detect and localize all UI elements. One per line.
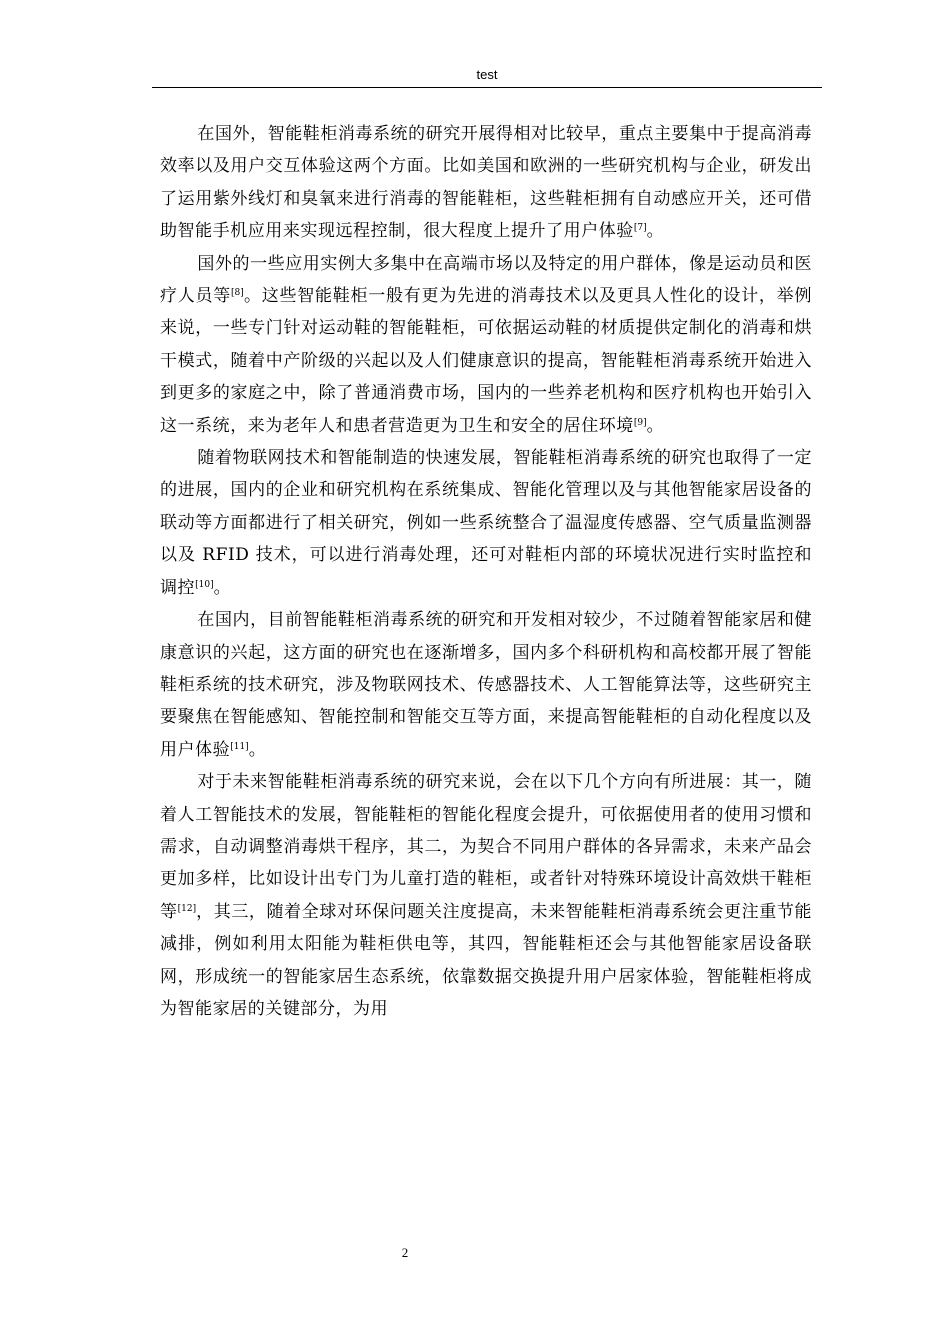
paragraph-text: ，其三，随着全球对环保问题关注度提高，未来智能鞋柜消毒系统会更注重节能减排，例如利用太阳能为鞋柜供电等，其四，智能鞋柜还会与其他智能家居设备联网，形成统一的智能家居生态系统，依靠数据交换提升用户居家体验，智能鞋柜将成为智能家居的关键部分，为用	[160, 901, 812, 1019]
paragraph-text: 在国内，目前智能鞋柜消毒系统的研究和开发相对较少，不过随着智能家居和健康意识的兴起，这方面的研究也在逐渐增多，国内多个科研机构和高校都开展了智能鞋柜系统的技术研究，涉及物联网技术、传感器技术、人工智能算法等，这些研究主要聚焦在智能感知、智能控制和智能交互等方面，来提高智能鞋柜的自动化程度以及用户体验	[160, 610, 812, 760]
citation-ref: [12]	[177, 903, 197, 914]
paragraph-3	[160, 442, 812, 604]
paragraph-text: 。	[248, 739, 267, 760]
header-divider	[152, 87, 822, 88]
paragraph-text: 。	[646, 415, 665, 436]
paragraph-text: 国外的一些应用实例大多集中在高端市场以及特定的用户群体，像是运动员和医疗人员等	[160, 253, 812, 307]
paragraph-text: 。	[646, 221, 665, 242]
paragraph-text: 随着物联网技术和智能制造的快速发展，智能鞋柜消毒系统的研究也取得了一定的进展，国内的企业和研究机构在系统集成、智能化管理以及与其他智能家居设备的联动等方面都进行了相关研究，例如一些系统整合了温湿度传感器、空气质量监测器以及 RFID 技术，可以进行消毒处理，还可对鞋柜内部的环境状况进行实时监控和调控	[160, 448, 812, 598]
citation-ref: [11]	[230, 741, 249, 752]
page-header: test	[476, 67, 498, 82]
page-number: 2	[401, 1245, 409, 1260]
paragraph-5	[160, 766, 812, 1025]
paragraph-1	[160, 118, 812, 248]
paragraph-text: 对于未来智能鞋柜消毒系统的研究来说，会在以下几个方向有所进展：其一，随着人工智能技术的发展，智能鞋柜的智能化程度会提升，可依据使用者的使用习惯和需求，自动调整消毒烘干程序，其二，为契合不同用户群体的各异需求，未来产品会更加多样，比如设计出专门为儿童打造的鞋柜，或者针对特殊环境设计高效烘干鞋柜等	[160, 772, 812, 922]
paragraph-2	[160, 248, 812, 442]
paragraph-text: 在国外，智能鞋柜消毒系统的研究开展得相对比较早，重点主要集中于提高消毒效率以及用户交互体验这两个方面。比如美国和欧洲的一些研究机构与企业，研发出了运用紫外线灯和臭氧来进行消毒的智能鞋柜，这些鞋柜拥有自动感应开关，还可借助智能手机应用来实现远程控制，很大程度上提升了用户体验	[160, 124, 812, 242]
paragraph-4	[160, 604, 812, 766]
citation-ref: [9]	[633, 417, 647, 428]
citation-ref: [8]	[231, 288, 244, 299]
citation-ref: [7]	[633, 223, 647, 234]
document-body	[160, 118, 812, 1025]
citation-ref: [10]	[195, 579, 214, 590]
paragraph-text: 。这些智能鞋柜一般有更为先进的消毒技术以及更具人性化的设计，举例来说，一些专门针对运动鞋的智能鞋柜，可依据运动鞋的材质提供定制化的消毒和烘干模式，随着中产阶级的兴起以及人们健康意识的提高，智能鞋柜消毒系统开始进入到更多的家庭之中，除了普通消费市场，国内的一些养老机构和医疗机构也开始引入这一系统，来为老年人和患者营造更为卫生和安全的居住环境	[160, 286, 812, 436]
paragraph-text: 。	[213, 577, 232, 598]
